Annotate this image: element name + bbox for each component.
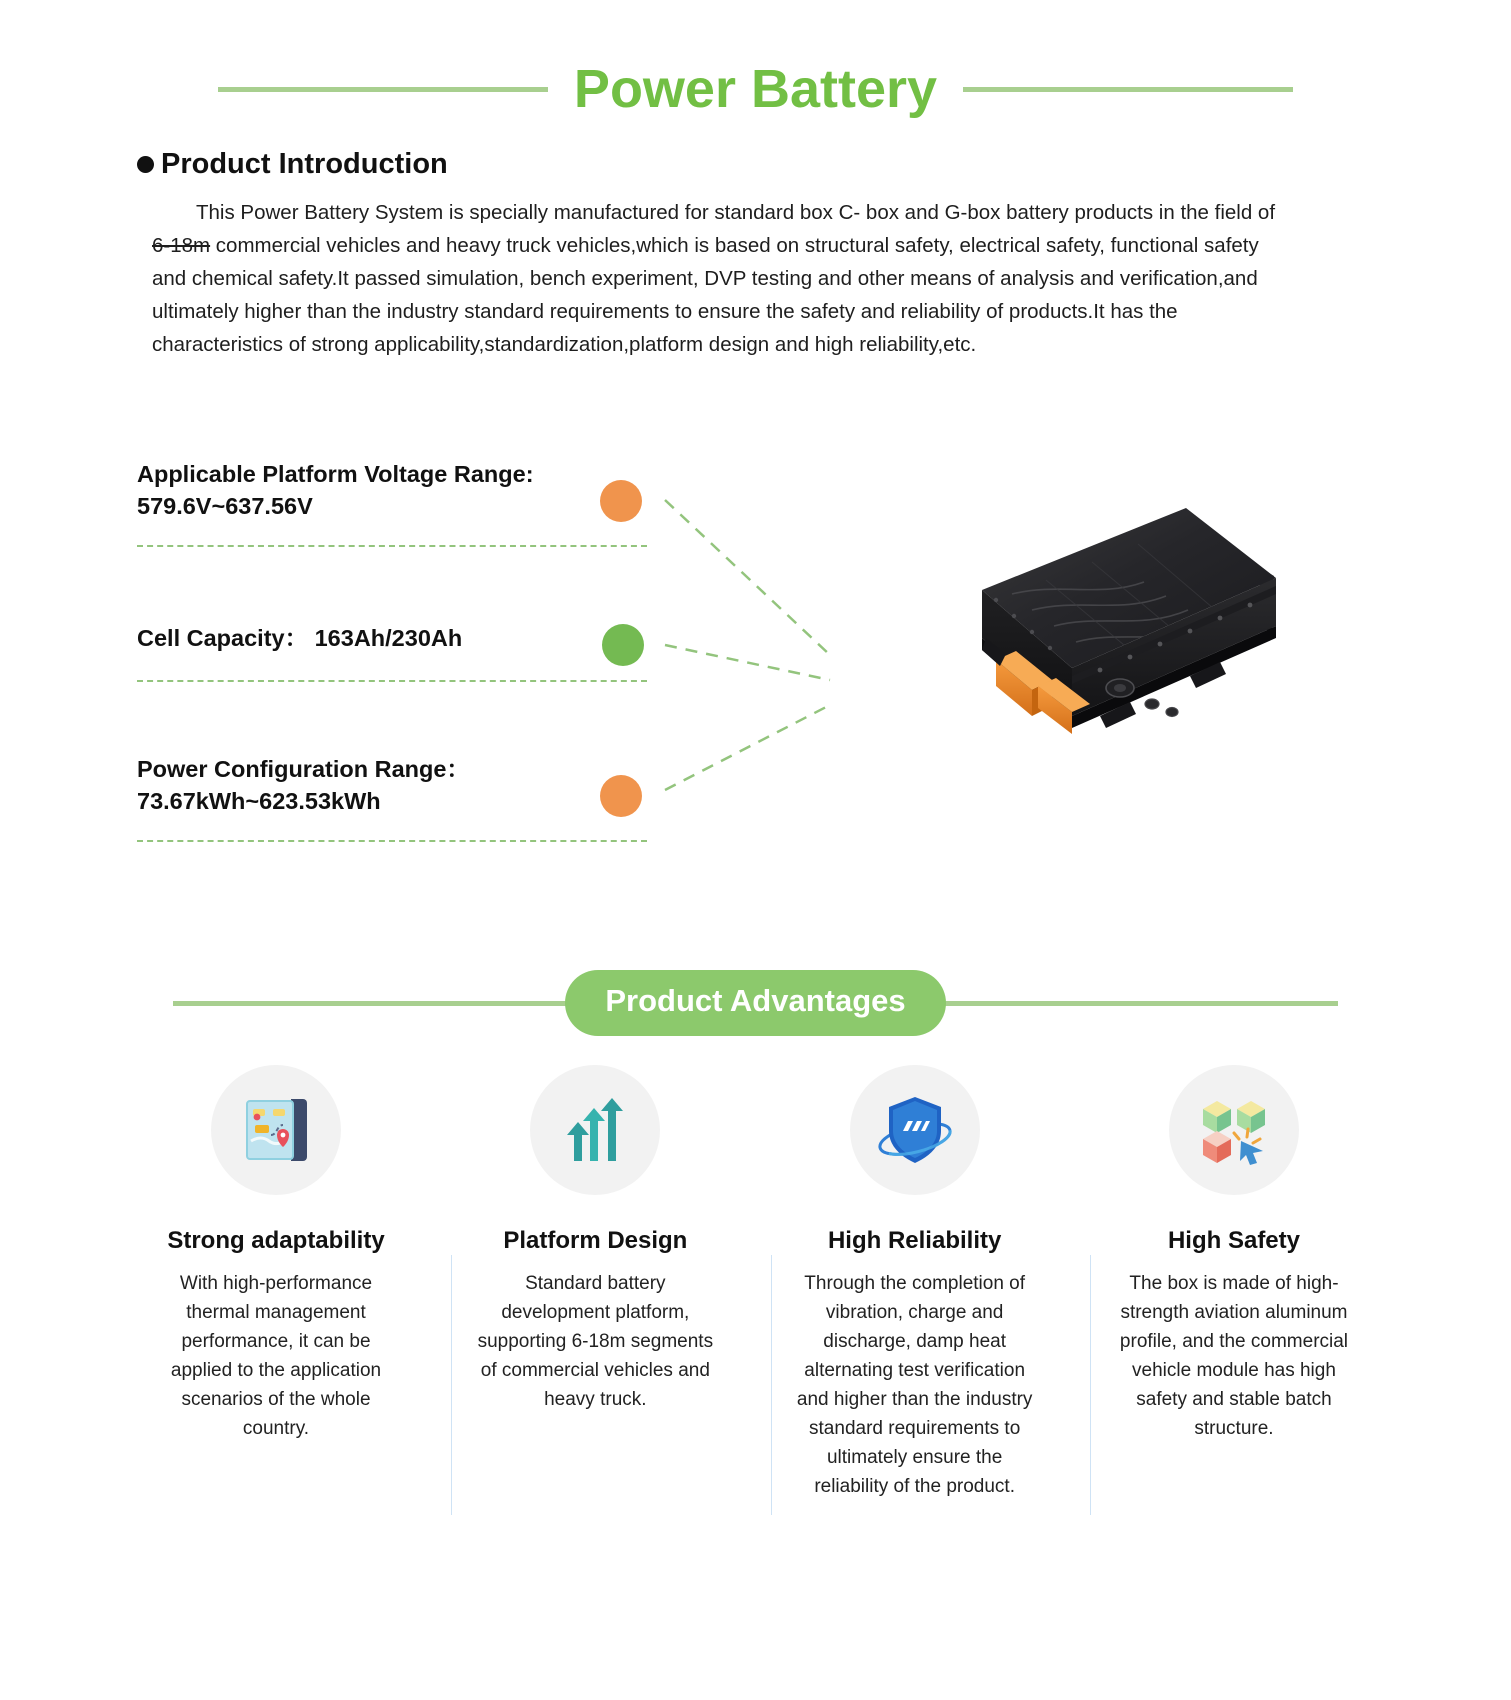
product-introduction-paragraph — [152, 196, 1282, 361]
advantage-text: With high-performance thermal management performance, it can be applied to the application scenarios of the whole country. — [170, 1273, 382, 1439]
product-introduction-heading — [137, 148, 448, 181]
title-rule-left — [218, 87, 548, 92]
spec-label-line1: Cell Capacity： 163Ah/230Ah — [137, 625, 463, 651]
title-rule-right — [963, 87, 1293, 92]
product-advantages-heading-row — [0, 970, 1511, 1036]
spec-underline-power-config — [137, 840, 647, 842]
product-advantages-heading: Product Advantages — [565, 970, 945, 1036]
spec-dot-power-config — [600, 775, 642, 817]
advantage-text: Standard battery development platform, supporting 6-18m segments of commercial vehicles and heavy truck. — [477, 1273, 714, 1410]
product-image — [800, 490, 1300, 790]
spec-label-line2: 73.67kWh~623.53kWh — [137, 788, 381, 814]
spec-dot-cell-capacity — [602, 624, 644, 666]
advantage-card-strong-adaptability — [150, 1065, 402, 1443]
shield-icon — [872, 1087, 958, 1173]
spec-item-cell-capacity — [137, 622, 462, 654]
section-heading-label: Product Introduction — [161, 148, 448, 180]
page-title-row — [0, 60, 1511, 119]
spec-dot-voltage — [600, 480, 642, 522]
advantage-title: High Safety — [1167, 1227, 1300, 1254]
advantage-title: Platform Design — [503, 1227, 688, 1254]
map-location-icon — [237, 1091, 315, 1169]
spec-item-power-config — [137, 753, 470, 817]
advantage-card-platform-design — [469, 1065, 721, 1414]
advantages-grid — [150, 1065, 1360, 1501]
power-battery-pack-illustration — [800, 490, 1300, 790]
page-title: Power Battery — [573, 59, 938, 119]
advantage-icon-wrapper — [211, 1065, 341, 1195]
advantage-icon-wrapper — [850, 1065, 980, 1195]
spec-label-line1: Power Configuration Range： — [137, 756, 470, 782]
spec-item-voltage — [137, 458, 534, 522]
intro-text-struck: 6-18m — [152, 234, 211, 257]
intro-text-part1: This Power Battery System is specially manufactured for standard box C- box and G-box battery products in the field of — [196, 201, 1276, 224]
advantage-text: Through the completion of vibration, charge and discharge, damp heat alternating test verification and higher than the industry standard requirements to ultimately ensure the reliability of the product. — [796, 1273, 1033, 1497]
spec-underline-voltage — [137, 545, 647, 547]
spec-label-line2: 579.6V~637.56V — [137, 493, 313, 519]
advantage-card-high-safety — [1108, 1065, 1360, 1443]
advantage-title: High Reliability — [827, 1227, 1002, 1254]
advantages-rule-right — [928, 1001, 1338, 1006]
advantage-icon-wrapper — [1169, 1065, 1299, 1195]
advantages-rule-left — [173, 1001, 583, 1006]
advantage-title: Strong adaptability — [167, 1227, 385, 1254]
advantage-card-high-reliability — [789, 1065, 1041, 1501]
advantage-icon-wrapper — [530, 1065, 660, 1195]
advantage-text: The box is made of high-strength aviation aluminum profile, and the commercial vehicle module has high safety and stable batch structure. — [1119, 1273, 1349, 1439]
cubes-cursor-icon — [1193, 1089, 1275, 1171]
spec-underline-cell-capacity — [137, 680, 647, 682]
spec-label-line1: Applicable Platform Voltage Range: — [137, 461, 534, 487]
up-arrows-icon — [556, 1091, 634, 1169]
intro-text-part2: commercial vehicles and heavy truck vehicles,which is based on structural safety, electrical safety, functional safety and chemical safety.It passed simulation, bench experiment, DVP testing and other means of analysis and verification,and ultimately higher than the industry standard requirements to ensure the safety and reliability of products.It has the characteristics of strong applicability,standardization,platform design and high reliability,etc. — [152, 234, 1259, 356]
bullet-dot-icon — [137, 156, 154, 173]
